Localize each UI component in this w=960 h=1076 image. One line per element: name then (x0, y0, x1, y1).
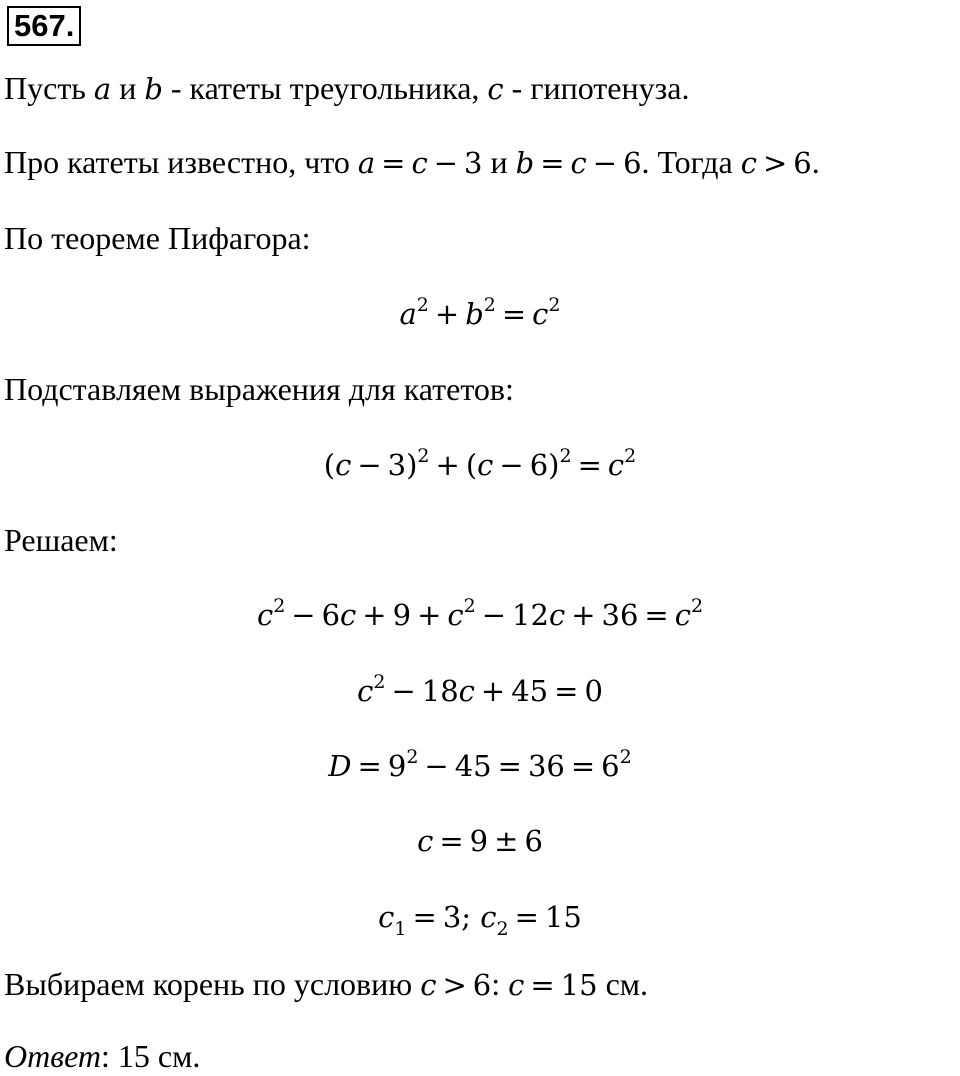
answer-line: Ответ: 15 см. (4, 1038, 201, 1074)
formula-discriminant: $D = 9^2 - 45 = 36 = 6^2$ (328, 746, 632, 783)
formula-pythagoras: $a^2 + b^2 = c^2$ (399, 294, 561, 331)
pythagoras-line: По теореме Пифагора: (4, 220, 311, 256)
task-number: 567. (7, 6, 81, 46)
solve-line: Решаем: (4, 522, 118, 558)
formula-expanded: $c^2 - 6c + 9 + c^2 - 12c + 36 = c^2$ (256, 595, 704, 632)
formula-roots: c = 9 ± 6 (417, 824, 543, 858)
formula-substituted: $(c - 3)^2 + (c - 6)^2 = c^2$ (323, 445, 637, 482)
legs-condition-line: Про катеты известно, что a = c − 3 и b = c − 6. Тогда c > 6. (4, 144, 820, 180)
formula-root-values: $c_1 = 3$; $c_2 = 15$ (378, 900, 582, 940)
answer-label: Ответ (4, 1038, 101, 1074)
formula-quadratic: $c^2 - 18c + 45 = 0$ (357, 671, 603, 708)
intro-line: Пусть a и b - катеты треугольника, c - гипотенуза. (4, 70, 690, 106)
substitute-line: Подставляем выражения для катетов: (4, 371, 514, 407)
choose-root-line: Выбираем корень по условию c > 6: c = 15 см. (4, 966, 649, 1002)
